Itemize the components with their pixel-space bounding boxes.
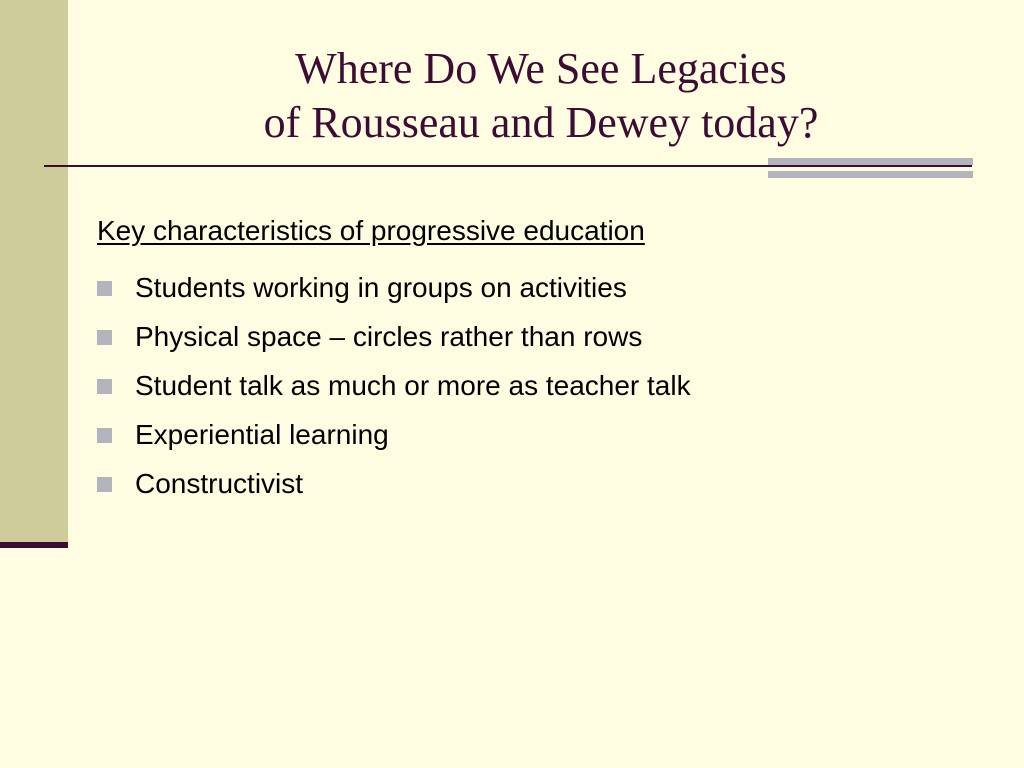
- square-bullet-icon: [97, 379, 112, 394]
- square-bullet-icon: [97, 330, 112, 345]
- square-bullet-icon: [97, 281, 112, 296]
- slide-title: [68, 42, 1014, 150]
- title-divider-rule: [44, 165, 972, 167]
- bullet-item: [97, 410, 691, 459]
- bullet-item: [97, 361, 691, 410]
- square-bullet-icon: [97, 477, 112, 492]
- left-side-band: [0, 0, 68, 545]
- left-band-accent-rule: [0, 542, 68, 548]
- section-subheading: Key characteristics of progressive education: [97, 215, 645, 246]
- bullet-text: Constructivist: [135, 467, 304, 499]
- bullet-item: [97, 312, 691, 361]
- bullet-item: [97, 459, 691, 508]
- bullet-text: Physical space – circles rather than rows: [135, 320, 643, 352]
- slide-title-line-1: Where Do We See Legacies: [295, 44, 787, 93]
- bullet-text: Experiential learning: [135, 418, 389, 450]
- slide-title-line-2: of Rousseau and Dewey today?: [263, 98, 819, 147]
- bullet-item: [97, 263, 691, 312]
- bullet-list: [97, 263, 691, 508]
- bullet-text: Students working in groups on activities: [135, 271, 627, 303]
- decorative-gray-bar-bottom: [768, 171, 973, 178]
- decorative-gray-bar-top: [768, 158, 973, 165]
- square-bullet-icon: [97, 428, 112, 443]
- bullet-text: Student talk as much or more as teacher talk: [135, 369, 691, 401]
